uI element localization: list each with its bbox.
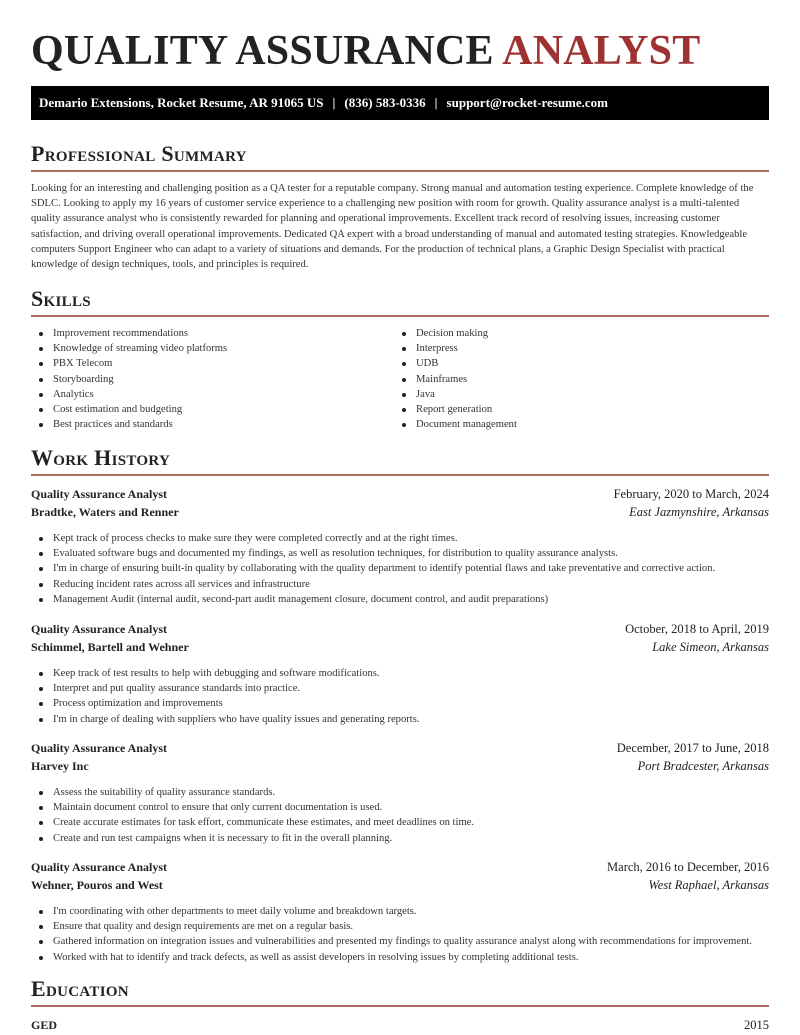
job-bullet: I'm in charge of dealing with suppliers who have quality issues and generating reports.: [39, 712, 769, 727]
skill-item: Decision making: [402, 326, 517, 341]
job-entry: [31, 621, 769, 727]
section-title-education: Education: [31, 976, 129, 1001]
job-dates: March, 2016 to December, 2016: [607, 860, 769, 874]
job-bullet: Worked with hat to identify and track defects, as well as assist developers in resolving issues by completing additional tests.: [39, 950, 769, 965]
job-bullet: I'm in charge of ensuring built-in quality by collaborating with the quality department to identify potential flaws and take preventative and corrective action.: [39, 561, 769, 576]
job-title: Quality Assurance Analyst: [31, 622, 168, 636]
contact-bar: [31, 86, 769, 120]
contact-separator: |: [434, 95, 438, 110]
skills-column-right: [402, 326, 517, 432]
section-divider: [31, 315, 769, 317]
skill-item: Java: [402, 387, 517, 402]
education-degree: GED: [31, 1018, 58, 1032]
skill-item: Report generation: [402, 402, 517, 417]
education-section-header: [31, 976, 769, 1007]
job-bullet: Ensure that quality and design requirements are met on a regular basis.: [39, 919, 769, 934]
contact-phone[interactable]: (836) 583-0336: [344, 95, 426, 110]
section-title-skills: Skills: [31, 286, 91, 311]
job-bullet: Create accurate estimates for task effort, communicate these estimates, and meet deadlines on time.: [39, 815, 769, 830]
job-entry: [31, 486, 769, 607]
skill-item: Mainframes: [402, 372, 517, 387]
education-year: 2015: [744, 1018, 769, 1032]
contact-separator: |: [332, 95, 336, 110]
job-title: Quality Assurance Analyst: [31, 741, 168, 755]
job-location: West Raphael, Arkansas: [648, 877, 769, 892]
job-bullets: [31, 904, 769, 965]
job-bullet: Kept track of process checks to make sure they were completed correctly and at the right times.: [39, 531, 769, 546]
job-bullet: Maintain document control to ensure that only current documentation is used.: [39, 800, 769, 815]
skill-item: Knowledge of streaming video platforms: [39, 341, 227, 356]
job-company: Wehner, Pouros and West: [31, 877, 163, 892]
section-title-summary: Professional Summary: [31, 141, 247, 166]
job-title: Quality Assurance Analyst: [31, 487, 168, 501]
skill-item: Improvement recommendations: [39, 326, 227, 341]
contact-email[interactable]: support@rocket-resume.com: [446, 95, 608, 110]
skills-section-header: [31, 286, 769, 317]
skill-item: Analytics: [39, 387, 227, 402]
skill-item: Storyboarding: [39, 372, 227, 387]
job-bullet: Process optimization and improvements: [39, 696, 769, 711]
work-history-section-header: [31, 445, 769, 476]
job-company: Harvey Inc: [31, 758, 89, 773]
skills-column-left: [39, 326, 227, 432]
resume-title: [31, 28, 700, 74]
title-main: QUALITY ASSURANCE: [31, 28, 494, 74]
job-bullet: Evaluated software bugs and documented my findings, as well as resolution techniques, for distribution to quality assurance analysts.: [39, 546, 769, 561]
job-dates: February, 2020 to March, 2024: [613, 487, 769, 501]
job-company: Schimmel, Bartell and Wehner: [31, 639, 189, 654]
skill-item: UDB: [402, 356, 517, 371]
job-location: Lake Simeon, Arkansas: [652, 639, 769, 654]
job-bullets: [31, 666, 769, 727]
skill-item: Interpress: [402, 341, 517, 356]
job-company: Bradtke, Waters and Renner: [31, 504, 179, 519]
job-dates: October, 2018 to April, 2019: [625, 622, 769, 636]
summary-text: Looking for an interesting and challenging position as a QA tester for a reputable company. Strong manual and automation testing experience. Complete knowledge of the SDLC. Looking to apply my 16 years of customer service experience to a challenging new position with room for growth. Quality assurance analyst is a multi-talented quality assurance analyst who is consistently rewarded for planning and operational improvements. Excellent track record of resolving issues, increasing customer satisfaction, and driving overall operational improvements. Dedicated QA expert with a broad understanding of manual and automated testing strategies. Knowledgeable computers Support Engineer who can adapt to a variety of situations and demands. For the production of technical plans, a Graphic Design Specialist with practical knowledge of design techniques, tools, and principles is required.: [31, 183, 754, 271]
job-bullets: [31, 785, 769, 846]
job-title: Quality Assurance Analyst: [31, 860, 168, 874]
summary-section-header: [31, 141, 769, 172]
job-entry: [31, 859, 769, 965]
section-title-work: Work History: [31, 445, 171, 470]
job-bullet: Interpret and put quality assurance standards into practice.: [39, 681, 769, 696]
job-bullet: Management Audit (internal audit, second-part audit management closure, document control, and audit preparations): [39, 592, 769, 607]
job-bullet: Create and run test campaigns when it is necessary to fit in the overall planning.: [39, 831, 769, 846]
skill-item: Best practices and standards: [39, 417, 227, 432]
job-bullet: I'm coordinating with other departments to meet daily volume and breakdown targets.: [39, 904, 769, 919]
job-bullet: Keep track of test results to help with debugging and software modifications.: [39, 666, 769, 681]
job-dates: December, 2017 to June, 2018: [616, 741, 769, 755]
job-entry: [31, 740, 769, 846]
skill-item: Document management: [402, 417, 517, 432]
title-accent: ANALYST: [502, 28, 701, 74]
job-bullet: Gathered information on integration issues and vulnerabilities and presented my findings to quality assurance analyst along with recommendations for improvement.: [39, 934, 769, 949]
contact-address: Demario Extensions, Rocket Resume, AR 91065 US: [39, 95, 324, 110]
job-location: East Jazmynshire, Arkansas: [629, 504, 769, 519]
job-location: Port Bradcester, Arkansas: [637, 758, 769, 773]
section-divider: [31, 1005, 769, 1007]
job-bullet: Reducing incident rates across all services and infrastructure: [39, 577, 769, 592]
job-bullet: Assess the suitability of quality assurance standards.: [39, 785, 769, 800]
skill-item: PBX Telecom: [39, 356, 227, 371]
section-divider: [31, 474, 769, 476]
education-entry: [31, 1016, 769, 1034]
section-divider: [31, 170, 769, 172]
job-bullets: [31, 531, 769, 607]
skill-item: Cost estimation and budgeting: [39, 402, 227, 417]
